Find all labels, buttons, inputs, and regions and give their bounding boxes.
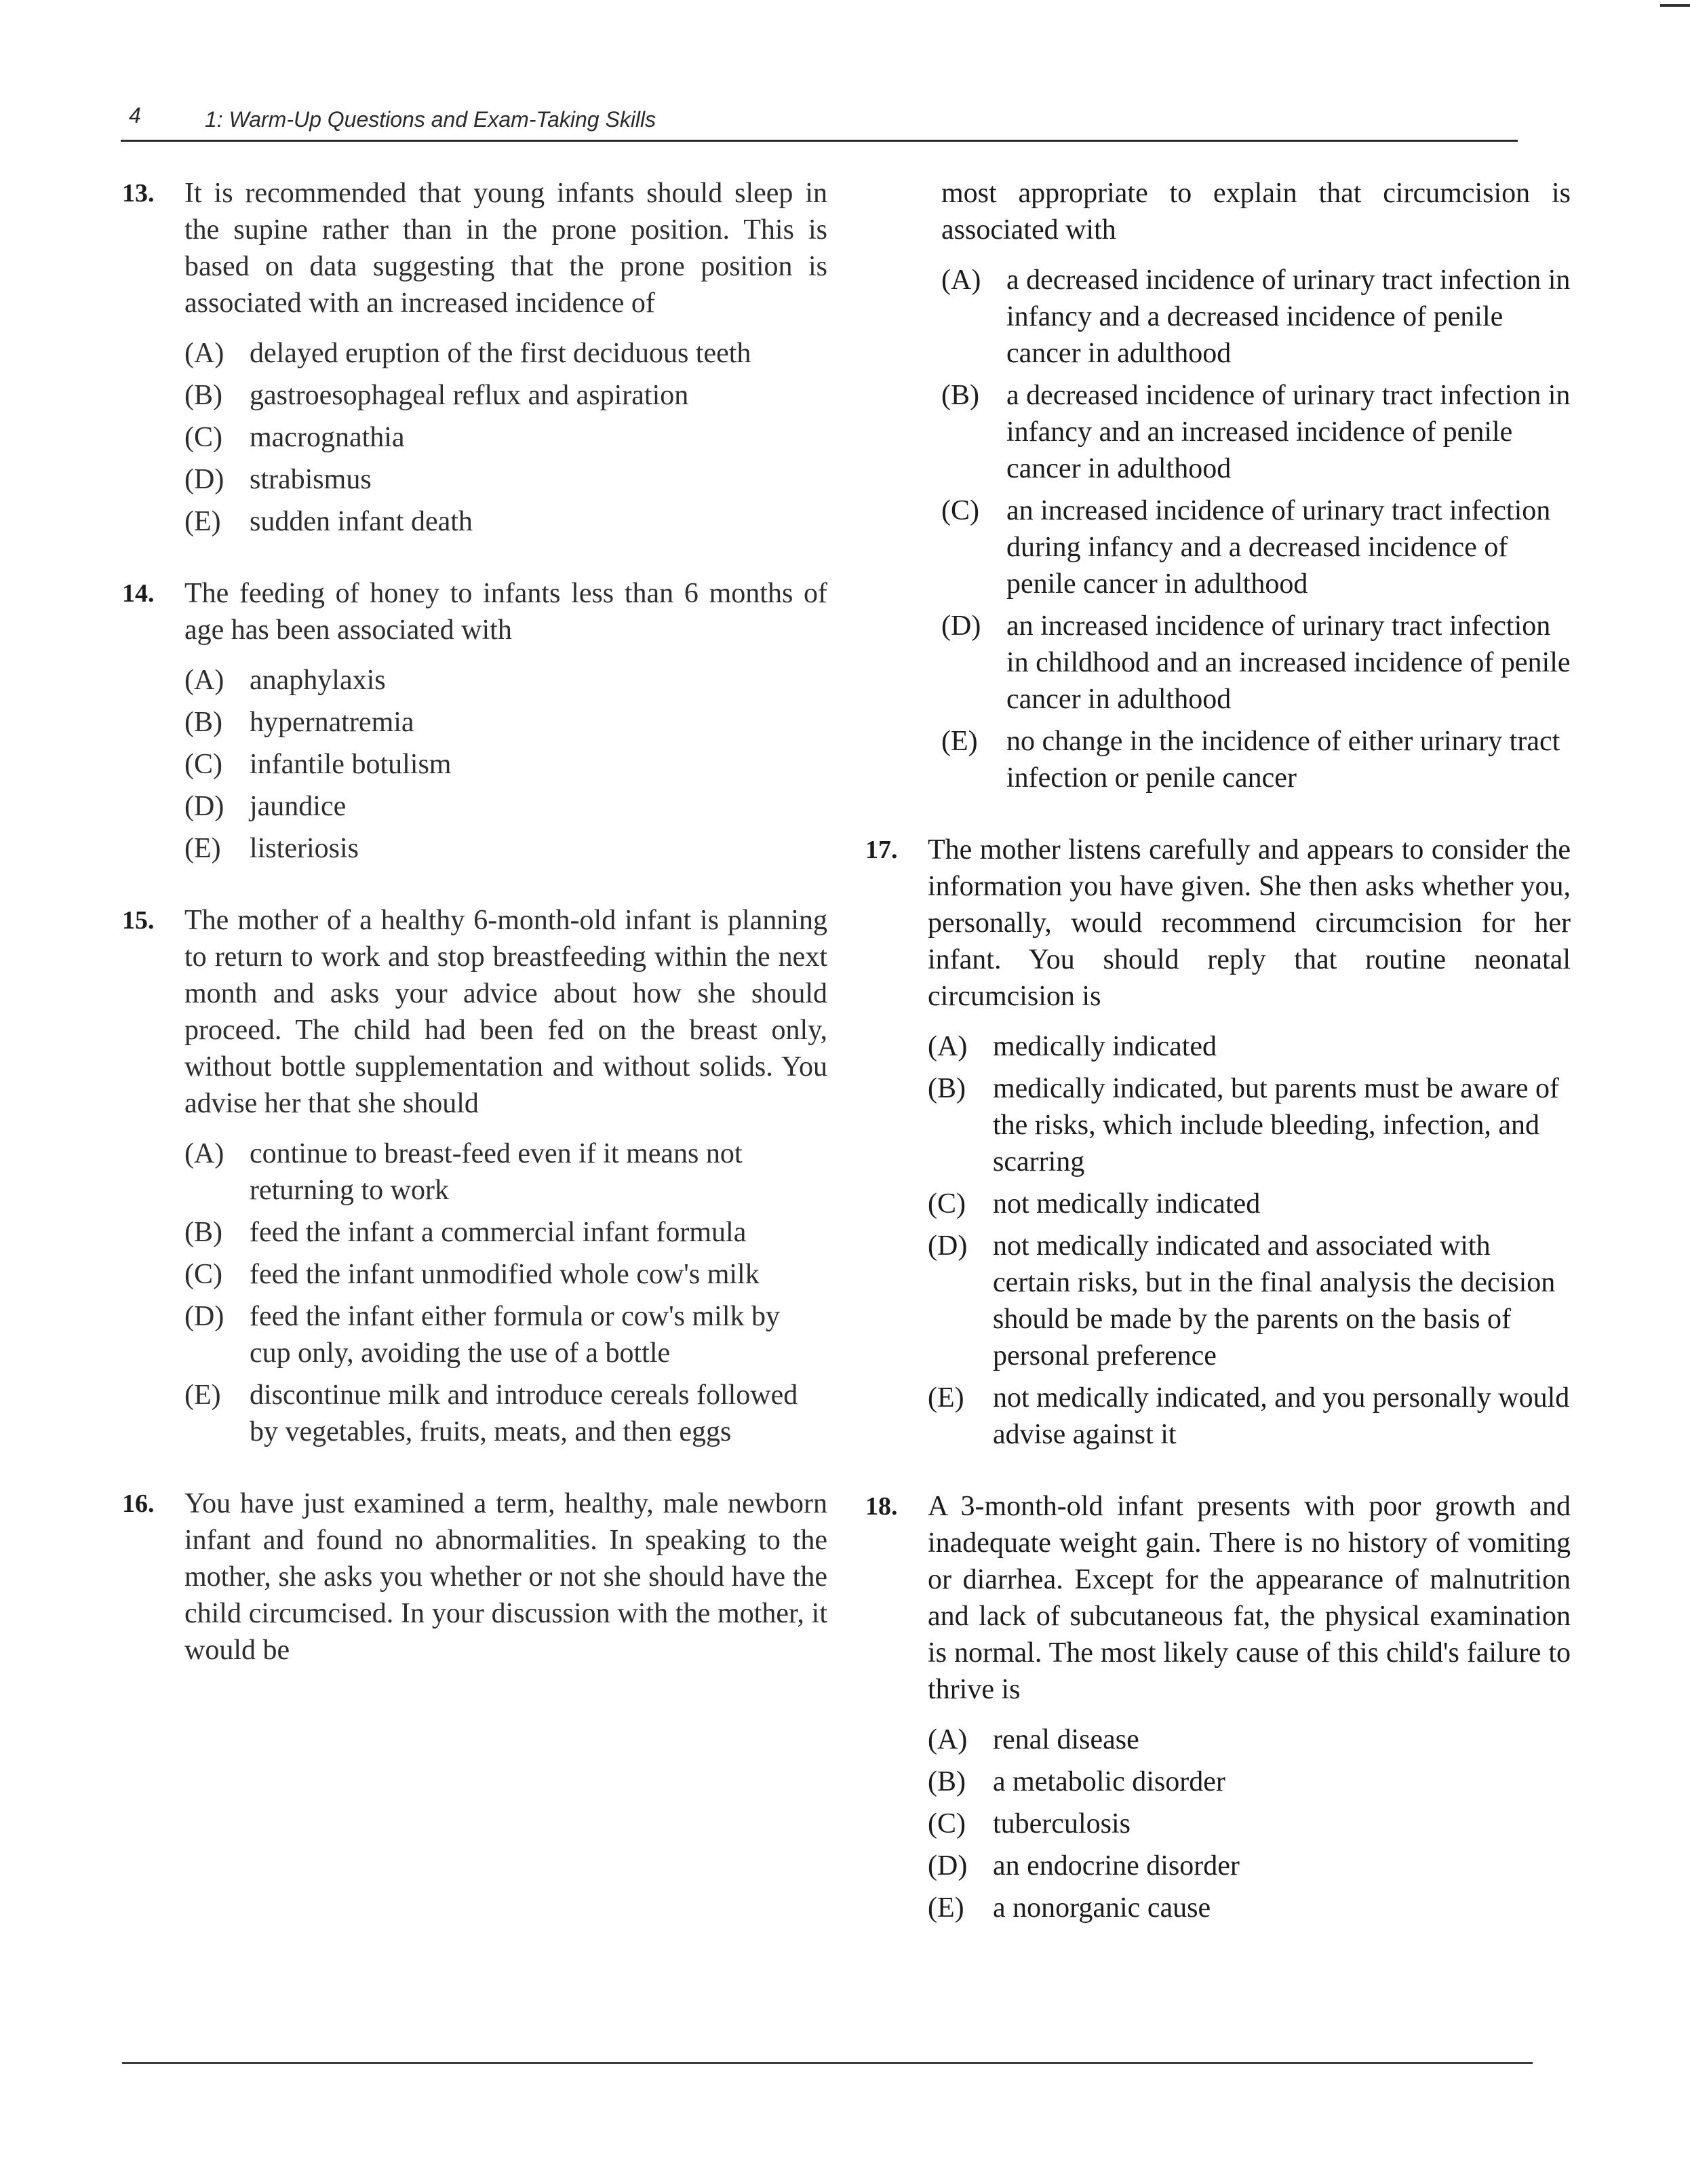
option-letter: (A) [928, 1031, 968, 1062]
option-letter: (C) [928, 1808, 966, 1839]
option-letter: (C) [184, 749, 222, 780]
answer-options [184, 662, 827, 867]
option-text: discontinue milk and introduce cereals followed by vegetables, fruits, meats, and then eggs [250, 1380, 798, 1447]
answer-option-a[interactable] [184, 335, 827, 372]
page-header [121, 95, 1518, 142]
option-text: medically indicated, but parents must be aware of the risks, which include bleeding, infection, and scarring [993, 1073, 1560, 1177]
answer-option-c[interactable] [941, 492, 1571, 602]
option-text: continue to breast-feed even if it means not returning to work [250, 1138, 743, 1206]
question-stem: The mother of a healthy 6-month-old infant is planning to return to work and stop breastfeeding within the next month and asks your advice about how she should proceed. The child had been fed on the breast only, without bottle supplementation and without solids. You advise her that she should [184, 905, 827, 1119]
option-text: macrognathia [250, 422, 405, 453]
option-text: a metabolic disorder [993, 1766, 1225, 1797]
option-letter: (D) [941, 610, 981, 642]
option-text: no change in the incidence of either urinary tract infection or penile cancer [1006, 726, 1560, 794]
option-text: infantile botulism [250, 749, 452, 780]
answer-option-c[interactable] [184, 1256, 827, 1293]
right-column [865, 175, 1571, 1962]
question-number: 14. [122, 579, 155, 608]
corner-mark [1660, 4, 1690, 7]
question-number: 13. [122, 179, 155, 208]
answer-option-b[interactable] [928, 1763, 1571, 1800]
answer-option-d[interactable] [928, 1848, 1571, 1884]
option-text: a nonorganic cause [993, 1892, 1211, 1924]
answer-options [928, 1721, 1571, 1926]
answer-option-b[interactable] [928, 1070, 1571, 1180]
option-text: feed the infant unmodified whole cow's milk [250, 1259, 760, 1290]
option-text: sudden infant death [250, 506, 473, 537]
option-letter: (D) [184, 464, 224, 495]
option-text: feed the infant a commercial infant formula [250, 1217, 747, 1248]
answer-option-b[interactable] [184, 704, 827, 741]
answer-option-a[interactable] [928, 1721, 1571, 1758]
question-14 [122, 575, 827, 867]
option-text: anaphylaxis [250, 665, 386, 696]
answer-option-c[interactable] [184, 746, 827, 783]
option-text: hypernatremia [250, 707, 414, 738]
answer-options [184, 1135, 827, 1450]
answer-options [928, 1028, 1571, 1453]
option-letter: (D) [928, 1230, 968, 1262]
answer-option-a[interactable] [184, 1135, 827, 1209]
option-letter: (B) [184, 1217, 222, 1248]
question-stem: The feeding of honey to infants less than 6 months of age has been associated with [184, 578, 827, 646]
option-letter: (E) [184, 833, 221, 864]
answer-option-a[interactable] [928, 1028, 1571, 1065]
option-text: not medically indicated and associated with certain risks, but in the final analysis the decision should be made by the parents on the basis of personal preference [993, 1230, 1556, 1371]
option-letter: (B) [941, 380, 979, 411]
answer-option-d[interactable] [184, 1298, 827, 1371]
option-text: medically indicated [993, 1031, 1217, 1062]
question-number: 16. [122, 1489, 155, 1518]
answer-option-d[interactable] [941, 608, 1571, 718]
answer-option-c[interactable] [928, 1806, 1571, 1842]
option-text: an increased incidence of urinary tract infection in childhood and an increased incidence of penile cancer in adulthood [1006, 610, 1571, 715]
option-text: strabismus [250, 464, 372, 495]
option-letter: (E) [184, 1380, 221, 1411]
answer-option-b[interactable] [941, 377, 1571, 487]
option-text: gastroesophageal reflux and aspiration [250, 380, 689, 411]
answer-option-e[interactable] [184, 503, 827, 540]
answer-option-d[interactable] [928, 1228, 1571, 1374]
option-letter: (B) [184, 380, 222, 411]
question-15 [122, 902, 827, 1450]
question-13 [122, 175, 827, 540]
chapter-title: 1: Warm-Up Questions and Exam-Taking Skills [205, 107, 656, 132]
option-letter: (E) [928, 1892, 964, 1924]
question-number: 17. [865, 836, 898, 864]
answer-option-e[interactable] [941, 723, 1571, 796]
answer-option-d[interactable] [184, 788, 827, 825]
question-16 [122, 1485, 827, 1669]
option-letter: (A) [928, 1724, 968, 1755]
option-letter: (E) [184, 506, 221, 537]
option-text: tuberculosis [993, 1808, 1131, 1839]
option-letter: (C) [184, 422, 222, 453]
option-text: an endocrine disorder [993, 1850, 1240, 1881]
question-number: 18. [865, 1492, 898, 1521]
question-stem: A 3-month-old infant presents with poor growth and inadequate weight gain. There is no history of vomiting or diarrhea. Except for the appearance of malnutrition and lack of subcutaneous fat, the physical examination is normal. The most likely cause of this child's failure to thrive is [928, 1491, 1571, 1705]
footer-rule [122, 2062, 1533, 2064]
option-text: not medically indicated, and you personally would advise against it [993, 1382, 1570, 1450]
option-letter: (A) [184, 665, 224, 696]
question-number: 15. [122, 906, 155, 935]
question-stem: It is recommended that young infants should sleep in the supine rather than in the prone position. This is based on data suggesting that the prone position is associated with an increased incidence of [184, 178, 827, 319]
option-text: renal disease [993, 1724, 1139, 1755]
question-stem: You have just examined a term, healthy, male newborn infant and found no abnormalities. In speaking to the mother, she asks you whether or not she should have the child circumcised. In your discussion with the mother, it would be [184, 1488, 827, 1666]
option-text: a decreased incidence of urinary tract infection in infancy and a decreased incidence of penile cancer in adulthood [1006, 265, 1571, 369]
answer-option-e[interactable] [184, 830, 827, 867]
option-letter: (A) [184, 338, 224, 369]
answer-option-e[interactable] [184, 1377, 827, 1450]
option-text: jaundice [250, 791, 347, 822]
option-text: an increased incidence of urinary tract infection during infancy and a decreased incidence of penile cancer in adulthood [1006, 495, 1551, 600]
option-text: a decreased incidence of urinary tract infection in infancy and an increased incidence of penile cancer in adulthood [1006, 380, 1571, 484]
option-letter: (D) [928, 1850, 968, 1881]
option-letter: (B) [928, 1766, 966, 1797]
answer-option-b[interactable] [184, 377, 827, 414]
option-text: feed the infant either formula or cow's milk by cup only, avoiding the use of a bottle [250, 1301, 780, 1369]
answer-option-e[interactable] [928, 1890, 1571, 1926]
answer-option-e[interactable] [928, 1380, 1571, 1453]
answer-option-d[interactable] [184, 461, 827, 498]
option-letter: (D) [184, 1301, 224, 1332]
answer-option-a[interactable] [941, 262, 1571, 372]
question-17 [865, 832, 1571, 1453]
answer-options [184, 335, 827, 540]
option-letter: (C) [184, 1259, 222, 1290]
option-letter: (B) [184, 707, 222, 738]
answer-option-b[interactable] [184, 1214, 827, 1251]
answer-option-a[interactable] [184, 662, 827, 699]
question-stem: The mother listens carefully and appears to consider the information you have given. She then asks whether you, personally, would recommend circumcision for her infant. You should reply that routine neonatal circumcision is [928, 834, 1571, 1012]
question-stem-continued: most appropriate to explain that circumcision is associated with [941, 178, 1571, 246]
left-column [122, 175, 827, 1704]
option-letter: (E) [941, 726, 978, 757]
answer-option-c[interactable] [928, 1186, 1571, 1222]
option-letter: (B) [928, 1073, 966, 1104]
option-text: delayed eruption of the first deciduous teeth [250, 338, 751, 369]
question-16-continued [865, 175, 1571, 796]
option-text: not medically indicated [993, 1188, 1261, 1220]
option-letter: (D) [184, 791, 224, 822]
question-18 [865, 1488, 1571, 1926]
option-letter: (A) [184, 1138, 224, 1169]
option-letter: (A) [941, 265, 981, 296]
answer-option-c[interactable] [184, 419, 827, 456]
option-letter: (C) [928, 1188, 966, 1220]
option-letter: (C) [941, 495, 979, 526]
answer-options [941, 262, 1571, 796]
option-letter: (E) [928, 1382, 964, 1413]
option-text: listeriosis [250, 833, 359, 864]
page-number: 4 [129, 103, 141, 128]
